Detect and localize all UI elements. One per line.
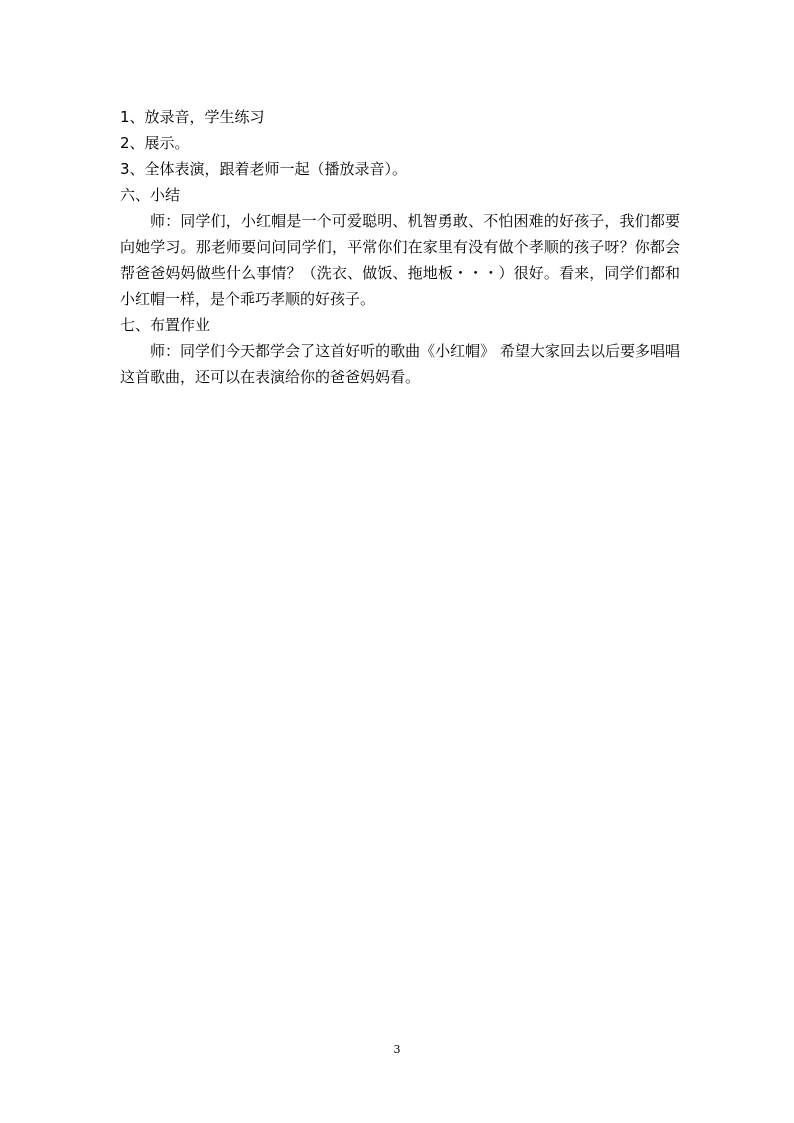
homework-paragraph: 师：同学们今天都学会了这首好听的歌曲《小红帽》 希望大家回去以后要多唱唱这首歌曲，还可以在表演给你的爸爸妈妈看。: [120, 342, 680, 386]
document-body: [120, 104, 680, 390]
section-heading-homework: 七、布置作业: [120, 316, 211, 334]
summary-paragraph: 师：同学们，小红帽是一个可爱聪明、机智勇敢、不怕困难的好孩子，我们都要向她学习。那老师要问问同学们，平常你们在家里有没有做个孝顺的孩子呀？你都会帮爸爸妈妈做些什么事情？（洗衣、做饭、拖地板・・・）很好。看来，同学们都和小红帽一样，是个乖巧孝顺的好孩子。: [120, 212, 680, 308]
section-heading-summary: 六、小结: [120, 186, 181, 204]
step-3-line: 3、全体表演，跟着老师一起（播放录音）。: [120, 160, 408, 178]
step-2-line: 2、展示。: [120, 134, 190, 152]
page-number: 3: [393, 1043, 401, 1056]
step-1-line: 1、放录音，学生练习: [120, 108, 265, 126]
